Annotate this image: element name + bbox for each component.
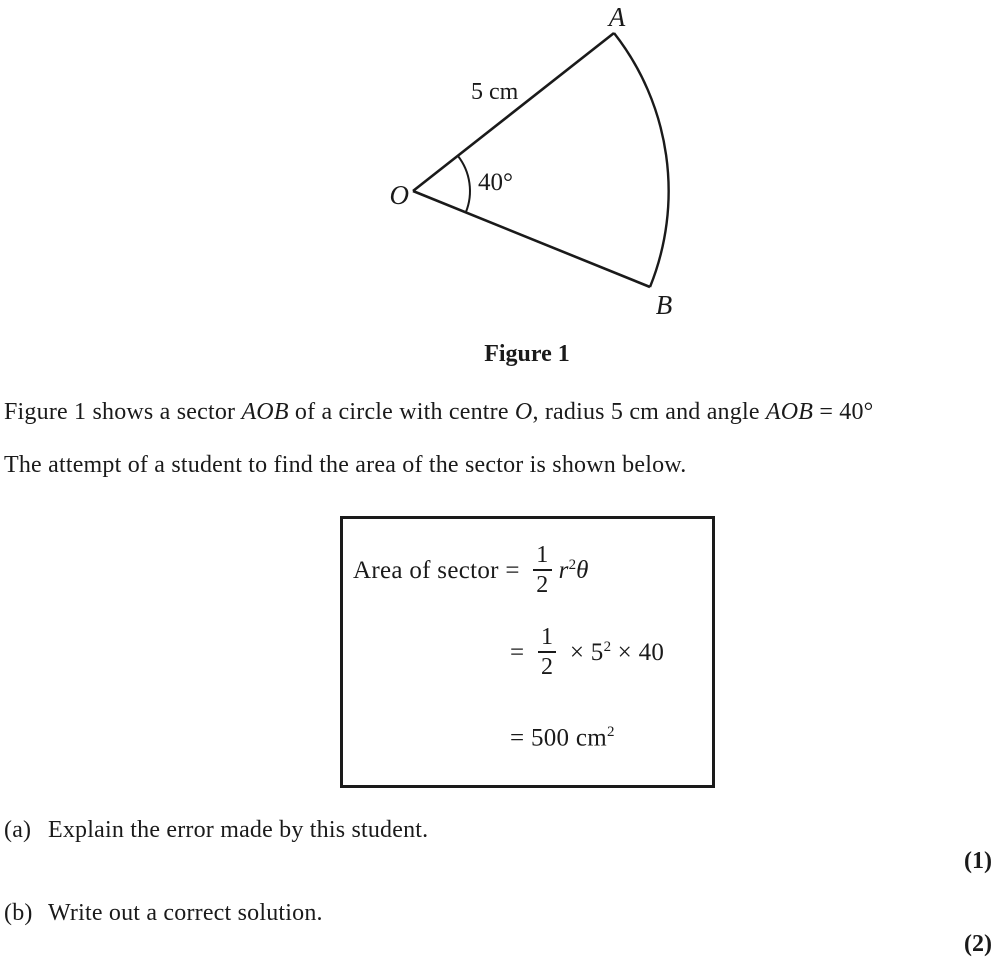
question-row-a xyxy=(4,817,428,844)
attempt-paragraph: The attempt of a student to find the area of the sector is shown below. xyxy=(4,452,687,478)
angle-arc xyxy=(458,156,470,213)
point-o-label: O xyxy=(389,180,409,210)
fraction: $\frac{1}{2}$ xyxy=(533,542,551,599)
point-a-label: A xyxy=(608,2,626,32)
point-b-label: B xyxy=(655,290,673,320)
intro-paragraph: Figure 1 shows a sector AOB of a circle with centre O, radius 5 cm and angle AOB = 40° xyxy=(4,399,874,425)
question-b-text: Write out a correct solution. xyxy=(48,900,323,926)
equation-line-3: = 500 $cm^2$ xyxy=(510,724,615,752)
solution-box xyxy=(340,516,715,788)
question-b-label: (b) xyxy=(4,900,33,926)
radius-ob-line xyxy=(413,191,650,287)
question-a-marks-badge: (1) xyxy=(964,848,992,874)
sector-diagram xyxy=(0,0,1000,332)
sector-arc xyxy=(614,33,669,287)
equation-line-1: Area of sector = $\frac{1}{2}$ $r^2\theta$ xyxy=(353,542,589,598)
question-b-marks-badge: (2) xyxy=(964,931,992,957)
radius-value-label: 5 cm xyxy=(471,79,519,105)
figure-caption: Figure 1 xyxy=(484,341,570,367)
radius-oa-line xyxy=(413,33,614,191)
equation-line-2: = $\frac{1}{2}$ × $5^2 \times 40$ xyxy=(510,624,665,680)
fraction: $\frac{1}{2}$ xyxy=(538,624,556,681)
angle-value-label: 40° xyxy=(478,169,513,196)
question-a-text: Explain the error made by this student. xyxy=(48,817,429,843)
question-a-label: (a) xyxy=(4,817,32,843)
question-row-b xyxy=(4,900,323,927)
